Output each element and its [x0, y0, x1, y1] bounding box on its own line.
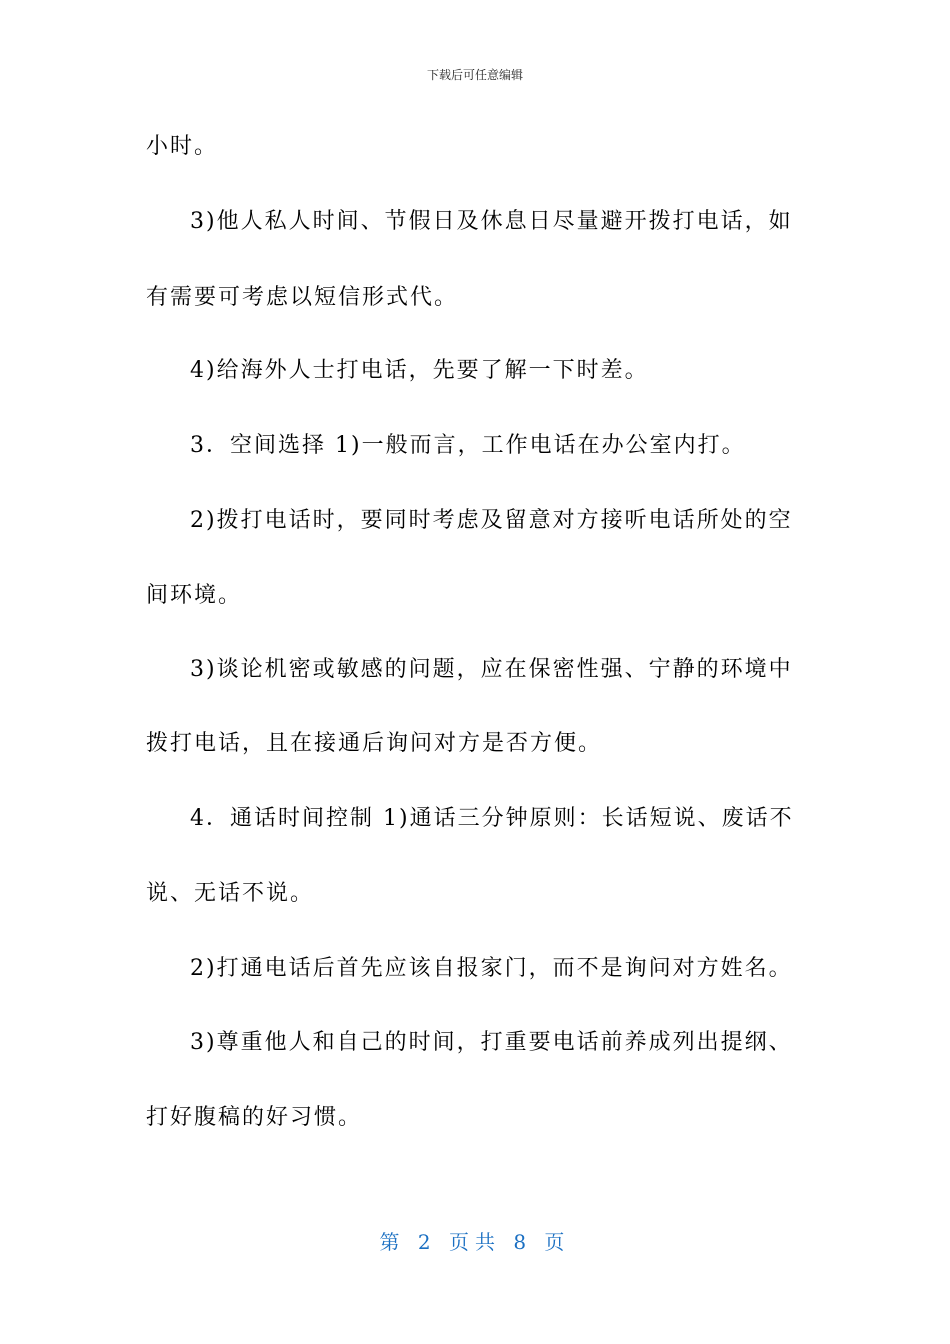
text-line: 3)他人私人时间、节假日及休息日尽量避开拨打电话，如 [190, 209, 793, 234]
text-line: 拨打电话，且在接通后询问对方是否方便。 [146, 731, 603, 756]
page-number-label: 第 2 页共 8 页 [379, 1230, 571, 1254]
text-line: 有需要可考虑以短信形式代。 [146, 285, 459, 310]
text-line: 4)给海外人士打电话，先要了解一下时差。 [190, 358, 649, 383]
text-line: 小时。 [146, 134, 219, 159]
text-line: 3．空间选择 1)一般而言，工作电话在办公室内打。 [190, 433, 746, 458]
text-line: 说、无话不说。 [146, 881, 315, 906]
text-line: 2)打通电话后首先应该自报家门，而不是询问对方姓名。 [190, 956, 793, 981]
text-line: 打好腹稿的好习惯。 [146, 1105, 363, 1130]
text-line: 2)拨打电话时，要同时考虑及留意对方接听电话所处的空 [190, 508, 793, 533]
text-line: 3)尊重他人和自己的时间，打重要电话前养成列出提纲、 [190, 1030, 793, 1055]
text-line: 间环境。 [146, 583, 243, 608]
text-line: 4．通话时间控制 1)通话三分钟原则：长话短说、废话不 [190, 806, 794, 831]
page-header: 下载后可任意编辑 [426, 68, 523, 82]
page-footer [0, 1226, 950, 1255]
text-line: 3)谈论机密或敏感的问题，应在保密性强、宁静的环境中 [190, 657, 793, 682]
